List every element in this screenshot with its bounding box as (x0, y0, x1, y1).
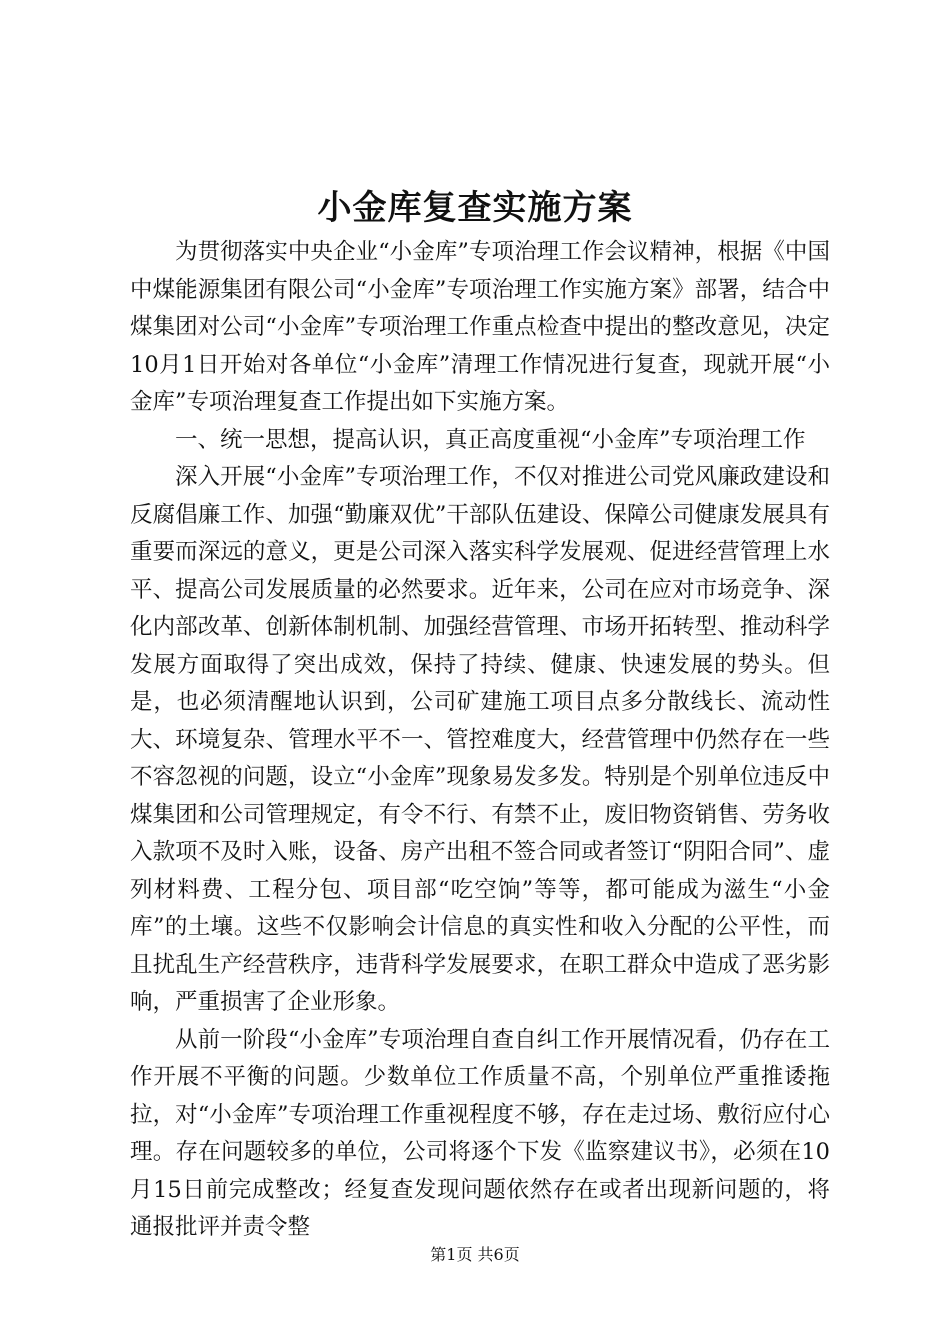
paragraph-intro: 为贯彻落实中央企业“小金库”专项治理工作会议精神，根据《中国中煤能源集团有限公司“小金库”专项治理工作实施方案》部署，结合中煤集团对公司“小金库”专项治理工作重点检查中提出的整改意见，决定10月1日开始对各单位“小金库”清理工作情况进行复查，现就开展“小金库”专项治理复查工作提出如下实施方案。 (130, 239, 830, 415)
section-heading-1: 一、统一思想，提高认识，真正高度重视“小金库”专项治理工作 (175, 426, 806, 453)
paragraph-significance: 深入开展“小金库”专项治理工作，不仅对推进公司党风廉政建设和反腐倡廉工作、加强“勤廉双优”干部队伍建设、保障公司健康发展具有重要而深远的意义，更是公司深入落实科学发展观、促进经营管理上水平、提高公司发展质量的必然要求。近年来，公司在应对市场竞争、深化内部改革、创新体制机制、加强经营管理、市场开拓转型、推动科学发展方面取得了突出成效，保持了持续、健康、快速发展的势头。但是，也必须清醒地认识到，公司矿建施工项目点多分散线长、流动性大、环境复杂、管理水平不一、管控难度大，经营管理中仍然存在一些不容忽视的问题，设立“小金库”现象易发多发。特别是个别单位违反中煤集团和公司管理规定，有令不行、有禁不止，废旧物资销售、劳务收入款项不及时入账，设备、房产出租不签合同或者签订“阴阳合同”、虚列材料费、工程分包、项目部“吃空饷”等等，都可能成为滋生“小金库”的土壤。这些不仅影响会计信息的真实性和收入分配的公平性，而且扰乱生产经营秩序，违背科学发展要求，在职工群众中造成了恶劣影响，严重损害了企业形象。 (130, 464, 830, 1015)
document-body (130, 234, 830, 1247)
paragraph-status: 从前一阶段“小金库”专项治理自查自纠工作开展情况看，仍存在工作开展不平衡的问题。少数单位工作质量不高，个别单位严重推诿拖拉，对“小金库”专项治理工作重视程度不够，存在走过场、敷衍应付心理。存在问题较多的单位，公司将逐个下发《监察建议书》，必须在10月15日前完成整改；经复查发现问题依然存在或者出现新问题的，将通报批评并责令整 (130, 1026, 830, 1240)
page-number-footer: 第1页 共6页 (430, 1245, 520, 1264)
document-title: 小金库复查实施方案 (317, 188, 633, 228)
